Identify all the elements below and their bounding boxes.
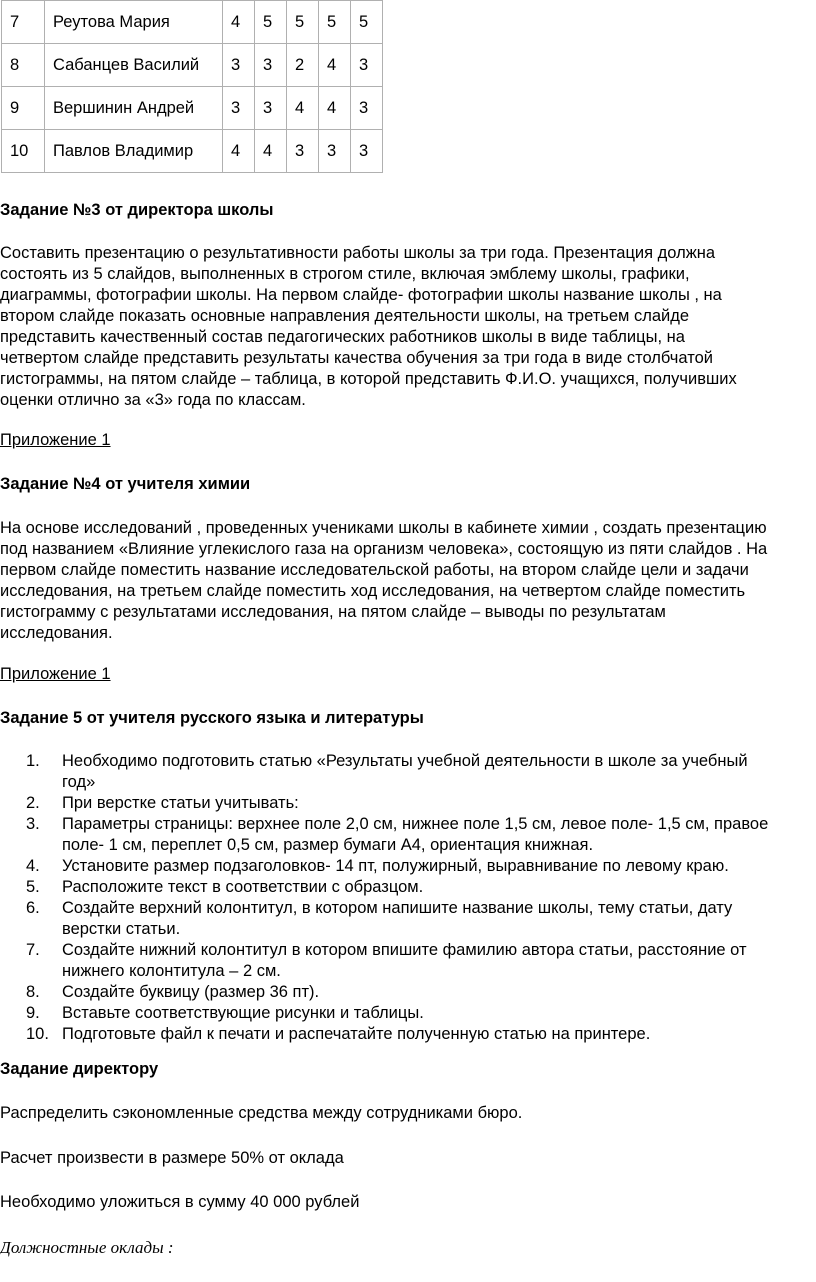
director-budget-text: Необходимо уложиться в сумму 40 000 рублей (0, 1193, 360, 1211)
text-line: диаграммы, фотографии школы. На первом слайде- фотографии школы название школы , на (0, 286, 722, 304)
text-line: под названием «Влияние углекислого газа на организм человека», состоящую из пяти слайдов . На (0, 540, 768, 558)
grade-cell: 4 (319, 44, 351, 87)
list-item-text: Вставьте соответствующие рисунки и таблицы. (62, 1004, 424, 1022)
list-item (0, 877, 816, 898)
task5-heading: Задание 5 от учителя русского языка и литературы (0, 709, 424, 727)
list-item-text: поле- 1 см, переплет 0,5 см, размер бумаги А4, ориентация книжная. (62, 836, 594, 854)
grade-cell: 3 (351, 130, 383, 173)
list-item-number: 5. (26, 878, 40, 896)
task3-appendix-link[interactable]: Приложение 1 (0, 431, 111, 449)
text-line: состоять из 5 слайдов, выполненных в строгом стиле, включая эмблему школы, графики, (0, 265, 690, 283)
student-name-cell: Павлов Владимир (45, 130, 223, 173)
grade-cell: 4 (287, 87, 319, 130)
table-row (2, 87, 383, 130)
director-distribute-text: Распределить сэкономленные средства между сотрудниками бюро. (0, 1104, 523, 1122)
row-number-cell: 7 (2, 1, 45, 44)
list-item-number: 3. (26, 815, 40, 833)
table-row (2, 1, 383, 44)
list-item-text: При верстке статьи учитывать: (62, 794, 299, 812)
task5-steps-list (0, 751, 816, 1045)
text-line: исследования. (0, 624, 113, 642)
grade-cell: 4 (223, 130, 255, 173)
text-line: оценки отлично за «3» года по классам. (0, 391, 306, 409)
task4-text (0, 518, 816, 644)
text-line: представить качественный состав педагогических работников школы в виде таблицы, на (0, 328, 685, 346)
list-item (0, 1003, 816, 1024)
text-line: исследования, на третьем слайде поместить ход исследования, на четвертом слайде поместить (0, 582, 746, 600)
grade-cell: 5 (319, 1, 351, 44)
student-name-cell: Реутова Мария (45, 1, 223, 44)
list-item (0, 751, 816, 793)
director-heading: Задание директору (0, 1060, 159, 1078)
list-item-number: 4. (26, 857, 40, 875)
list-item-number: 9. (26, 1004, 40, 1022)
grade-cell: 3 (351, 44, 383, 87)
grades-table (1, 0, 383, 173)
list-item-text: нижнего колонтитула – 2 см. (62, 962, 281, 980)
task3-heading: Задание №3 от директора школы (0, 201, 274, 219)
grade-cell: 4 (255, 130, 287, 173)
grade-cell: 3 (223, 87, 255, 130)
list-item-text: Расположите текст в соответствии с образцом. (62, 878, 424, 896)
task4-heading: Задание №4 от учителя химии (0, 475, 251, 493)
grade-cell: 3 (255, 44, 287, 87)
task4-appendix-link[interactable]: Приложение 1 (0, 665, 111, 683)
director-calc-text: Расчет произвести в размере 50% от оклада (0, 1149, 344, 1167)
list-item-text: Подготовьте файл к печати и распечатайте полученную статью на принтере. (62, 1025, 651, 1043)
list-item-number: 1. (26, 752, 40, 770)
list-item-number: 7. (26, 941, 40, 959)
text-line: Составить презентацию о результативности работы школы за три года. Презентация должна (0, 244, 716, 262)
grade-cell: 3 (287, 130, 319, 173)
list-item (0, 898, 816, 940)
grade-cell: 4 (319, 87, 351, 130)
list-item (0, 1024, 816, 1045)
grade-cell: 5 (351, 1, 383, 44)
grade-cell: 5 (255, 1, 287, 44)
grade-cell: 3 (223, 44, 255, 87)
list-item (0, 856, 816, 877)
list-item-text: Необходимо подготовить статью «Результаты учебной деятельности в школе за учебный (62, 752, 748, 770)
list-item-text: год» (62, 773, 96, 791)
list-item-text: Установите размер подзаголовков- 14 пт, полужирный, выравнивание по левому краю. (62, 857, 729, 875)
table-row (2, 130, 383, 173)
list-item-number: 10. (26, 1025, 49, 1043)
list-item-text: Создайте буквицу (размер 36 пт). (62, 983, 320, 1001)
list-item (0, 793, 816, 814)
list-item (0, 940, 816, 982)
salaries-label: Должностные оклады : (0, 1238, 174, 1257)
grade-cell: 5 (287, 1, 319, 44)
student-name-cell: Вершинин Андрей (45, 87, 223, 130)
text-line: На основе исследований , проведенных учениками школы в кабинете химии , создать презентацию (0, 519, 767, 537)
row-number-cell: 10 (2, 130, 45, 173)
grade-cell: 3 (255, 87, 287, 130)
list-item-text: Параметры страницы: верхнее поле 2,0 см, нижнее поле 1,5 см, левое поле- 1,5 см, правое (62, 815, 769, 833)
text-line: гистограмму с результатами исследования, на пятом слайде – выводы по результатам (0, 603, 666, 621)
list-item-text: Создайте верхний колонтитул, в котором напишите название школы, тему статьи, дату (62, 899, 733, 917)
row-number-cell: 9 (2, 87, 45, 130)
list-item (0, 814, 816, 856)
grade-cell: 2 (287, 44, 319, 87)
list-item-number: 6. (26, 899, 40, 917)
text-line: первом слайде поместить название исследовательской работы, на втором слайде цели и задачи (0, 561, 749, 579)
grade-cell: 4 (223, 1, 255, 44)
list-item-text: Создайте нижний колонтитул в котором впишите фамилию автора статьи, расстояние от (62, 941, 747, 959)
text-line: втором слайде показать основные направления деятельности школы, на третьем слайде (0, 307, 690, 325)
list-item-number: 2. (26, 794, 40, 812)
text-line: гистограммы, на пятом слайде – таблица, в которой представить Ф.И.О. учащихся, получивших (0, 370, 737, 388)
table-row (2, 44, 383, 87)
grade-cell: 3 (351, 87, 383, 130)
grade-cell: 3 (319, 130, 351, 173)
list-item (0, 982, 816, 1003)
list-item-text: верстки статьи. (62, 920, 181, 938)
list-item-number: 8. (26, 983, 40, 1001)
text-line: четвертом слайде представить результаты качества обучения за три года в виде столбчатой (0, 349, 713, 367)
task3-text (0, 243, 816, 411)
student-name-cell: Сабанцев Василий (45, 44, 223, 87)
row-number-cell: 8 (2, 44, 45, 87)
